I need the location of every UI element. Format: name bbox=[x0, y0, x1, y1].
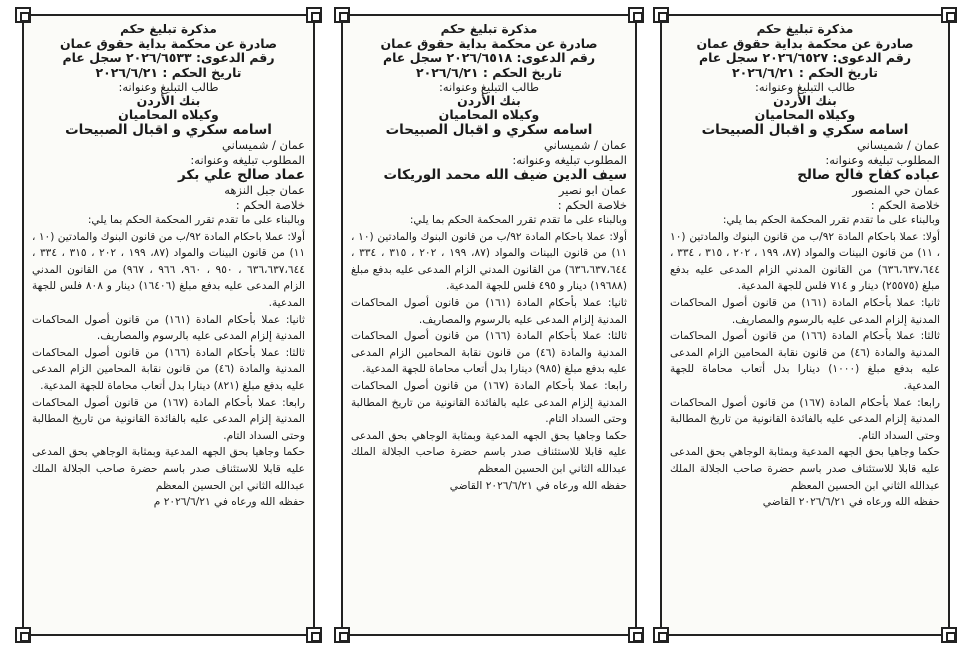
judgment-paragraph: حكما وجاهيا بحق الجهه المدعية وبمثابة الوجاهي بحق المدعى عليه قابلا للاستئناف صدر باسم حضرة صاحب الجلالة الملك عبدالله الثاني ابن الحسين المعظم bbox=[670, 446, 940, 492]
signature-line: حفظه الله ورعاه في ٢٠٢٦/٦/٢١ م bbox=[153, 496, 305, 509]
frame-corner-ornament bbox=[628, 627, 644, 643]
defendant-address: عمان جبل النزهه bbox=[224, 183, 305, 197]
judgment-text bbox=[351, 212, 627, 478]
judgment-paragraph: ثالثا: عملا بأحكام المادة (١٦٦) من قانون أصول المحاكمات المدنية والمادة (٤٦) من قانون نقابة المحامين الزام المدعى عليه بدفع مبلغ (٩٨٥) دينارا بدل أتعاب محاماة للجهة المدعية. bbox=[351, 330, 627, 376]
frame-corner-ornament bbox=[628, 7, 644, 23]
court-name: صادرة عن محكمة بداية حقوق عمان bbox=[380, 35, 598, 51]
requester-address: عمان / شميساني bbox=[544, 138, 627, 152]
court-notice-3 bbox=[22, 14, 315, 636]
verdict-date: تاريخ الحكم : ٢٠٢٦/٦/٢١ bbox=[416, 64, 562, 80]
defendant-label: المطلوب تبليغه وعنوانه: bbox=[825, 152, 940, 167]
attorneys-label: وكيلاه المحاميان bbox=[118, 107, 219, 122]
judgment-paragraph: رابعا: عملا بأحكام المادة (١٦٧) من قانون أصول المحاكمات المدنية إلزام المدعى عليه بالفائدة القانونية من تاريخ المطالبة وحتى السداد التام. bbox=[32, 396, 305, 442]
notice-header bbox=[32, 22, 305, 80]
frame-corner-ornament bbox=[334, 7, 350, 23]
defendant-address: عمان ابو نصير bbox=[558, 183, 627, 197]
requester-label: طالب التبليغ وعنوانه: bbox=[438, 80, 540, 94]
attorneys-names: اسامه سكري و اقبال الصبيحات bbox=[385, 122, 593, 138]
defendant-label: المطلوب تبليغه وعنوانه: bbox=[190, 152, 305, 167]
summary-label: خلاصة الحكم : bbox=[870, 197, 940, 212]
requester-name: بنك الأردن bbox=[773, 93, 837, 108]
judgment-paragraph: أولا: عملا باحكام المادة ٩٢/ب من قانون البنوك والمادتين (١٠ ، ١١) من قانون البينات والمواد (٨٧، ١٩٩ ، ٢٠٢ ، ٣١٥ ، ٣٣٤ ، ٦٣٦،٦٣٧،٦٤٤) من القانون المدني الزام المدعى عليه بدفع مبلغ (١٩٦٨٨) دينار و ٤٩٥ فلس للجهة المدعية. bbox=[351, 230, 627, 293]
frame-corner-ornament bbox=[653, 7, 669, 23]
requester-label: طالب التبليغ وعنوانه: bbox=[118, 80, 219, 94]
requester-address: عمان / شميساني bbox=[222, 138, 305, 152]
attorneys-label: وكيلاه المحاميان bbox=[438, 107, 540, 122]
attorneys-names: اسامه سكري و اقبال الصبيحات bbox=[701, 122, 909, 138]
judgment-paragraph: رابعا: عملا بأحكام المادة (١٦٧) من قانون أصول المحاكمات المدنية إلزام المدعى عليه بالفائدة القانونية من تاريخ المطالبة وحتى السداد التام. bbox=[670, 396, 940, 442]
summary-label: خلاصة الحكم : bbox=[235, 197, 305, 212]
defendant-name: سيف الدين ضيف الله محمد الوريكات bbox=[383, 167, 627, 183]
judgment-paragraph: وبالبناء على ما تقدم تقرر المحكمة الحكم بما يلي: bbox=[87, 214, 305, 226]
judgment-paragraph: أولا: عملا باحكام المادة ٩٢/ب من قانون البنوك والمادتين (١٠ ، ١١) من قانون البينات والمواد (٨٧، ١٩٩ ، ٢٠٢ ، ٣١٥ ، ٣٣٤ ، ٦٣٦،٦٣٧،٦٤٤) من القانون المدني الزام المدعى عليه بدفع مبلغ (٢٥٥٧٥) دينار و ٧١٤ فلس للجهة المدعية. bbox=[670, 230, 940, 293]
case-number: رقم الدعوى: ٢٠٢٦/٦٥٣٣ سجل عام bbox=[62, 50, 275, 65]
defendant-name: عماد صالح علي بكر bbox=[178, 167, 305, 183]
frame-corner-ornament bbox=[306, 7, 322, 23]
defendant-address: عمان حي المنصور bbox=[852, 183, 940, 197]
signature-line: حفظه الله ورعاه في ٢٠٢٦/٦/٢١ القاضي bbox=[449, 479, 627, 492]
defendant-label: المطلوب تبليغه وعنوانه: bbox=[512, 152, 627, 167]
case-number: رقم الدعوى: ٢٠٢٦/٦٥١٨ سجل عام bbox=[382, 50, 596, 65]
verdict-date: تاريخ الحكم : ٢٠٢٦/٦/٢١ bbox=[732, 64, 878, 80]
frame-corner-ornament bbox=[306, 627, 322, 643]
attorneys-names: اسامه سكري و اقبال الصبيحات bbox=[65, 122, 272, 138]
judgment-paragraph: حكما وجاهيا بحق الجهه المدعية وبمثابة الوجاهي بحق المدعى عليه قابلا للاستئناف صدر باسم حضرة صاحب الجلالة الملك عبدالله الثاني ابن الحسين المعظم bbox=[32, 446, 305, 492]
judgment-paragraph: ثانيا: عملا بأحكام المادة (١٦١) من قانون أصول المحاكمات المدنية إلزام المدعى عليه بالرسوم والمصاريف. bbox=[32, 313, 305, 343]
court-notice-2 bbox=[341, 14, 637, 636]
requester-label: طالب التبليغ وعنوانه: bbox=[754, 80, 856, 94]
court-notice-1 bbox=[660, 14, 950, 636]
judgment-paragraph: ثانيا: عملا بأحكام المادة (١٦١) من قانون أصول المحاكمات المدنية إلزام المدعى عليه بالرسوم والمصاريف. bbox=[351, 296, 627, 326]
signature-line: حفظه الله ورعاه في ٢٠٢٦/٦/٢١ القاضي bbox=[762, 496, 940, 509]
verdict-date: تاريخ الحكم : ٢٠٢٦/٦/٢١ bbox=[95, 64, 242, 80]
case-number: رقم الدعوى: ٢٠٢٦/٦٥٢٧ سجل عام bbox=[698, 50, 912, 65]
summary-label: خلاصة الحكم : bbox=[557, 197, 627, 212]
requester-name: بنك الأردن bbox=[457, 93, 521, 108]
court-name: صادرة عن محكمة بداية حقوق عمان bbox=[59, 35, 278, 51]
frame-corner-ornament bbox=[15, 7, 31, 23]
judgment-paragraph: ثالثا: عملا بأحكام المادة (١٦٦) من قانون أصول المحاكمات المدنية والمادة (٤٦) من قانون نقابة المحامين الزام المدعى عليه بدفع مبلغ (١٠٠٠) دينارا بدل أتعاب محاماة للجهة المدعية. bbox=[670, 330, 940, 392]
judgment-paragraph: ثالثا: عملا بأحكام المادة (١٦٦) من قانون أصول المحاكمات المدنية والمادة (٤٦) من قانون نقابة المحامين الزام المدعى عليه بدفع مبلغ (٨٢١) دينارا بدل أتعاب محاماة للجهة المدعية. bbox=[32, 346, 305, 392]
judgment-paragraph: رابعا: عملا بأحكام المادة (١٦٧) من قانون أصول المحاكمات المدنية إلزام المدعى عليه بالفائدة القانونية من تاريخ المطالبة وحتى السداد التام. bbox=[351, 379, 627, 426]
notice-title: مذكرة تبليغ حكم bbox=[440, 22, 538, 36]
notice-title: مذكرة تبليغ حكم bbox=[756, 22, 854, 36]
requester-name: بنك الأردن bbox=[136, 93, 201, 108]
frame-corner-ornament bbox=[941, 627, 957, 643]
notice-header bbox=[670, 22, 940, 80]
frame-corner-ornament bbox=[941, 7, 957, 23]
court-name: صادرة عن محكمة بداية حقوق عمان bbox=[696, 35, 914, 51]
defendant-name: عباده كفاح فالح صالح bbox=[797, 167, 940, 183]
notice-title: مذكرة تبليغ حكم bbox=[120, 22, 217, 36]
frame-corner-ornament bbox=[15, 627, 31, 643]
frame-corner-ornament bbox=[653, 627, 669, 643]
judgment-text bbox=[670, 212, 940, 494]
notice-header bbox=[351, 22, 627, 80]
judgment-paragraph: وبالبناء على ما تقدم تقرر المحكمة الحكم بما يلي: bbox=[409, 214, 627, 226]
judgment-paragraph: ثانيا: عملا بأحكام المادة (١٦١) من قانون أصول المحاكمات المدنية إلزام المدعى عليه بالرسوم والمصاريف. bbox=[670, 296, 940, 326]
frame-corner-ornament bbox=[334, 627, 350, 643]
requester-address: عمان / شميساني bbox=[857, 138, 940, 152]
judgment-paragraph: حكما وجاهيا بحق الجهه المدعية وبمثابة الوجاهي بحق المدعى عليه قابلا للاستئناف صدر باسم حضرة صاحب الجلالة الملك عبدالله الثاني ابن الحسين المعظم bbox=[351, 429, 627, 475]
judgment-text bbox=[32, 212, 305, 494]
judgment-paragraph: أولا: عملا باحكام المادة ٩٢/ب من قانون البنوك والمادتين (١٠ ، ١١) من قانون البينات والمواد (٨٧، ١٩٩ ، ٢٠٢ ، ٣١٥ ، ٣٣٤ ، ٦٣٦،٦٣٧،٦٤٤ ، ٩٥٠ ، ٩٦٠، ٩٦٦ ، ٩٦٧) من القانون المدني الزام المدعى عليه بدفع مبلغ (١٦٤٠٦) دينار و ٨٠٨ فلس للجهة المدعية. bbox=[32, 230, 305, 309]
attorneys-label: وكيلاه المحاميان bbox=[754, 107, 856, 122]
judgment-paragraph: وبالبناء على ما تقدم تقرر المحكمة الحكم بما يلي: bbox=[722, 214, 940, 226]
